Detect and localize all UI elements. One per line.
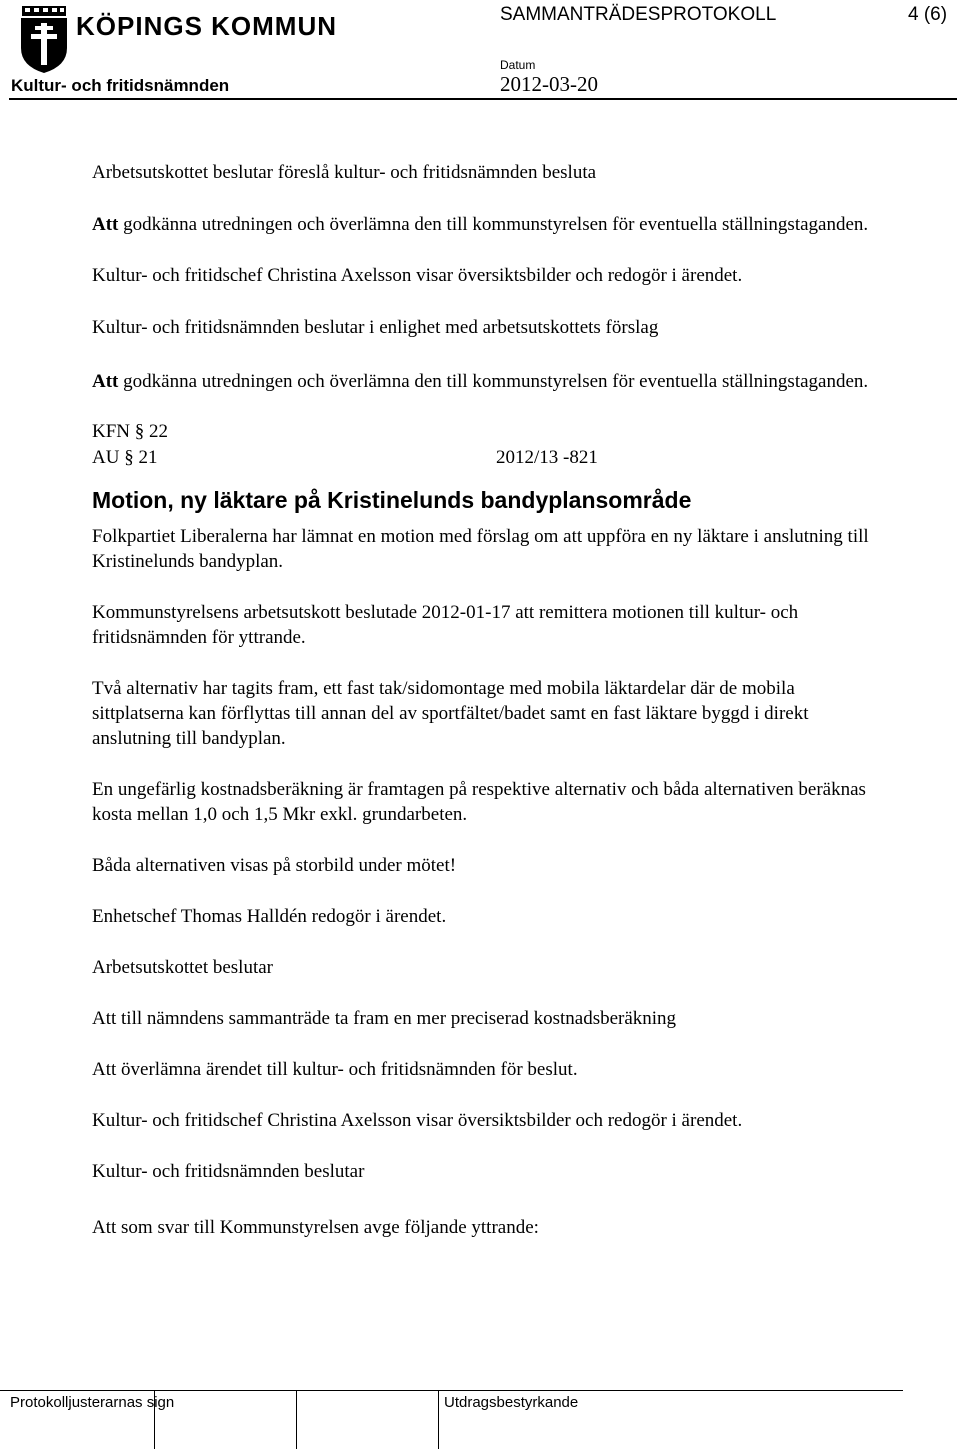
paragraph-text: godkänna utredningen och överlämna den till kommunstyrelsen för eventuella ställningstaganden. (118, 371, 869, 392)
paragraph: Båda alternativen visas på storbild under mötet! (92, 855, 457, 876)
paragraph: Kultur- och fritidschef Christina Axelsson visar översiktsbilder och redogör i ärendet. (92, 1110, 743, 1131)
page-number: 4 (6) (908, 4, 948, 25)
paragraph: Kommunstyrelsens arbetsutskott beslutade 2012-01-17 att remittera motionen till kultur- och fritidsnämnden för yttrande. (92, 602, 799, 648)
signature-box-divider (296, 1391, 297, 1449)
meeting-date: 2012-03-20 (500, 72, 598, 96)
adjuster-signature-label: Protokolljusterarnas sign (10, 1394, 175, 1411)
municipal-crest-logo (18, 4, 70, 74)
footer-divider (0, 1390, 903, 1391)
signature-box-divider (154, 1391, 155, 1449)
paragraph: Kultur- och fritidschef Christina Axelsson visar översiktsbilder och redogör i ärendet. (92, 265, 743, 286)
decision-paragraph (92, 369, 872, 394)
document-title: SAMMANTRÄDESPROTOKOLL (500, 4, 777, 25)
att-lead: Att (92, 371, 119, 392)
paragraph: Två alternativ har tagits fram, ett fast tak/sidomontage med mobila läktardelar där de mobila sittplatserna kan förflyttas till annan del av sportfältet/badet samt en fast läktare byggd i direkt anslutning till bandyplan. (92, 678, 809, 749)
kfn-paragraph-ref: KFN § 22 (92, 421, 169, 442)
organization-name: KÖPINGS KOMMUN (76, 11, 337, 41)
paragraph: Kultur- och fritidsnämnden beslutar (92, 1161, 365, 1182)
extract-certification-label: Utdragsbestyrkande (444, 1394, 579, 1411)
paragraph: Att till nämndens sammanträde ta fram en mer preciserad kostnadsberäkning (92, 1008, 677, 1029)
reference-row (92, 445, 872, 471)
paragraph: Att som svar till Kommunstyrelsen avge följande yttrande: (92, 1217, 539, 1238)
decision-paragraph (92, 212, 872, 237)
reference-row (92, 419, 872, 445)
paragraph: Arbetsutskottet beslutar (92, 957, 273, 978)
paragraph: Arbetsutskottet beslutar föreslå kultur- och fritidsnämnden besluta (92, 162, 597, 183)
paragraph: En ungefärlig kostnadsberäkning är framtagen på respektive alternativ och båda alternativen beräknas kosta mellan 1,0 och 1,5 Mkr exkl. grundarbeten. (92, 779, 866, 825)
paragraph: Enhetschef Thomas Halldén redogör i ärendet. (92, 906, 447, 927)
date-label: Datum (500, 58, 536, 72)
att-lead: Att (92, 214, 119, 235)
paragraph: Folkpartiet Liberalerna har lämnat en motion med förslag om att uppföra en ny läktare i anslutning till Kristinelunds bandyplan. (92, 526, 869, 572)
case-number: 2012/13 -821 (496, 447, 598, 468)
section-heading: Motion, ny läktare på Kristinelunds bandyplansområde (92, 487, 692, 513)
board-name: Kultur- och fritidsnämnden (11, 76, 230, 95)
protocol-body (92, 160, 872, 1240)
paragraph-text: godkänna utredningen och överlämna den till kommunstyrelsen för eventuella ställningstaganden. (118, 214, 869, 235)
au-paragraph-ref: AU § 21 (92, 447, 158, 468)
header-divider (9, 98, 957, 100)
paragraph: Att överlämna ärendet till kultur- och fritidsnämnden för beslut. (92, 1059, 578, 1080)
signature-box-divider (438, 1391, 439, 1449)
reference-block (92, 419, 872, 471)
paragraph: Kultur- och fritidsnämnden beslutar i enlighet med arbetsutskottets förslag (92, 317, 659, 338)
